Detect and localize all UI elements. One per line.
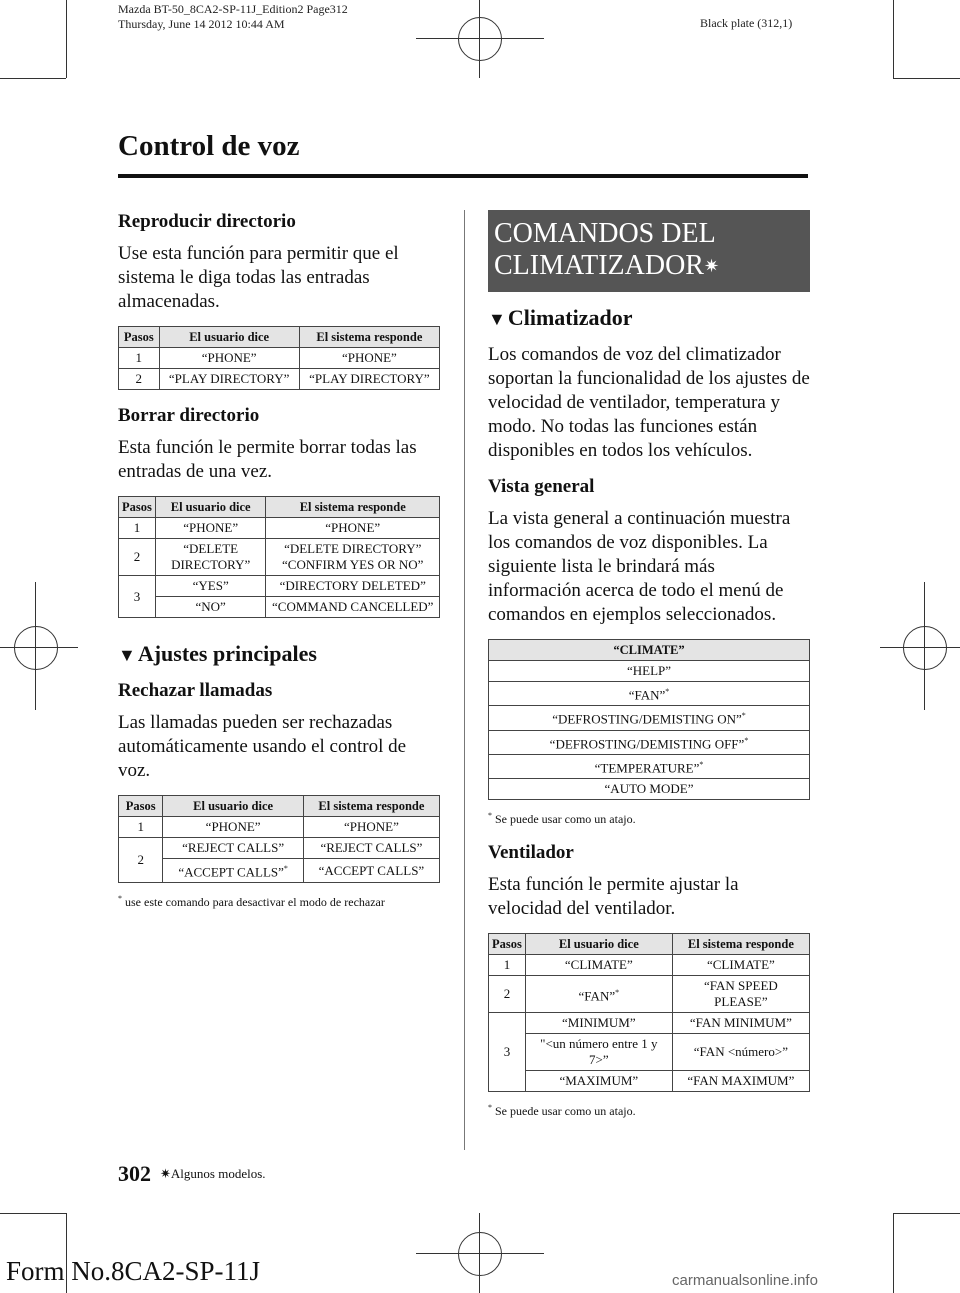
table-header: El usuario dice — [525, 934, 672, 955]
asterisk-mark: * — [615, 987, 620, 997]
reproducir-text: Use esta función para permitir que el sistema le diga todas las entradas almacenadas. — [118, 243, 399, 312]
ventilador-table — [488, 933, 810, 1092]
table-header: Pasos — [119, 796, 163, 817]
column-divider — [464, 210, 465, 1150]
table-row: 1 “CLIMATE” “CLIMATE” — [489, 955, 810, 976]
file-info-line2: Thursday, June 14 2012 10:44 AM — [118, 17, 285, 31]
rechazar-text: Las llamadas pueden ser rechazadas automáticamente usando el control de voz. — [118, 712, 407, 781]
table-row: 3 “MINIMUM” “FAN MINIMUM” — [489, 1013, 810, 1034]
table-header: Pasos — [119, 497, 156, 518]
vista-table — [488, 639, 810, 800]
table-row: “NO” “COMMAND CANCELLED” — [119, 597, 440, 618]
vista-title: Vista general — [488, 476, 595, 497]
table-header: El sistema responde — [303, 796, 439, 817]
table-row: 2 “REJECT CALLS” “REJECT CALLS” — [119, 838, 440, 859]
table-row: 2 “FAN”* “FAN SPEED PLEASE” — [489, 976, 810, 1013]
watermark: carmanualsonline.info — [672, 1272, 818, 1289]
table-row: 2 “DELETE DIRECTORY” “DELETE DIRECTORY” “CONFIRM YES OR NO” — [119, 539, 440, 576]
climatizador-title: ▼Climatizador — [488, 305, 633, 330]
asterisk-mark: * — [741, 711, 746, 721]
table-header: El usuario dice — [159, 327, 299, 348]
table-header: “CLIMATE” — [489, 640, 810, 661]
table-row: 3 “YES” “DIRECTORY DELETED” — [119, 576, 440, 597]
triangle-icon: ▼ — [118, 645, 136, 665]
table-header: El sistema responde — [266, 497, 440, 518]
table-row: "<un número entre 1 y 7>” “FAN <número>” — [489, 1034, 810, 1071]
table-header: Pasos — [489, 934, 526, 955]
climatizador-text: Los comandos de voz del climatizador soportan la funcionalidad de los ajustes de velocidad de ventilador, temperatura y modo. No todas las funciones están disponibles en todos los vehículos. — [488, 344, 810, 461]
borrar-table — [118, 496, 440, 618]
ventilador-footnote: * Se puede usar como un atajo. — [488, 1103, 636, 1119]
models-note: ✷Algunos modelos. — [160, 1166, 266, 1181]
reproducir-title: Reproducir directorio — [118, 211, 296, 232]
triangle-icon: ▼ — [488, 309, 506, 329]
table-header: El usuario dice — [163, 796, 303, 817]
table-row: “ACCEPT CALLS”* “ACCEPT CALLS” — [119, 859, 440, 883]
form-number: Form No.8CA2-SP-11J — [6, 1256, 261, 1286]
borrar-title: Borrar directorio — [118, 405, 260, 426]
page-number: 302 — [118, 1161, 151, 1186]
asterisk-mark: * — [744, 735, 749, 745]
plate-label: Black plate (312,1) — [700, 16, 793, 30]
table-header: El sistema responde — [299, 327, 439, 348]
table-header: El usuario dice — [155, 497, 266, 518]
right-column — [488, 210, 810, 1133]
borrar-text: Esta función le permite borrar todas las entradas de una vez. — [118, 437, 417, 482]
asterisk-mark: * — [283, 864, 288, 873]
table-row: “DEFROSTING/DEMISTING OFF”* — [489, 730, 810, 754]
rechazar-title: Rechazar llamadas — [118, 680, 273, 701]
table-row: “AUTO MODE” — [489, 779, 810, 800]
table-header: Pasos — [119, 327, 160, 348]
table-row: “TEMPERATURE”* — [489, 754, 810, 778]
table-row: 2 “PLAY DIRECTORY” “PLAY DIRECTORY” — [119, 369, 440, 390]
ventilador-text: Esta función le permite ajustar la velocidad del ventilador. — [488, 874, 739, 920]
file-info — [118, 2, 348, 32]
section-title: Control de voz — [118, 130, 300, 162]
table-row: “HELP” — [489, 661, 810, 682]
table-row: 1 “PHONE” “PHONE” — [119, 348, 440, 369]
asterisk-mark: * — [699, 759, 704, 769]
reproducir-table — [118, 326, 440, 390]
ajustes-title: ▼Ajustes principales — [118, 641, 317, 666]
table-header: El sistema responde — [672, 934, 809, 955]
table-row: 1 “PHONE” “PHONE” — [119, 817, 440, 838]
rechazar-table — [118, 795, 440, 883]
table-row: “FAN”* — [489, 682, 810, 706]
vista-footnote: * Se puede usar como un atajo. — [488, 811, 636, 827]
table-row: “DEFROSTING/DEMISTING ON”* — [489, 706, 810, 730]
ventilador-title: Ventilador — [488, 842, 574, 864]
vista-text: La vista general a continuación muestra los comandos de voz disponibles. La siguiente lista le brindará más información acerca de todo el menú de comandos en ejemplos seleccionados. — [488, 508, 791, 625]
table-row: “MAXIMUM” “FAN MAXIMUM” — [489, 1071, 810, 1092]
asterisk-mark: * — [665, 687, 670, 696]
comandos-banner: COMANDOS DEL CLIMATIZADOR✷ — [488, 210, 810, 292]
file-info-line1: Mazda BT-50_8CA2-SP-11J_Edition2 Page312 — [118, 2, 348, 16]
star-icon: ✷ — [160, 1166, 171, 1181]
left-column — [118, 210, 440, 924]
title-rule — [118, 174, 808, 178]
star-icon: ✷ — [704, 256, 720, 276]
rechazar-footnote: * use este comando para desactivar el modo de rechazar — [118, 894, 385, 910]
table-row: 1 “PHONE” “PHONE” — [119, 518, 440, 539]
